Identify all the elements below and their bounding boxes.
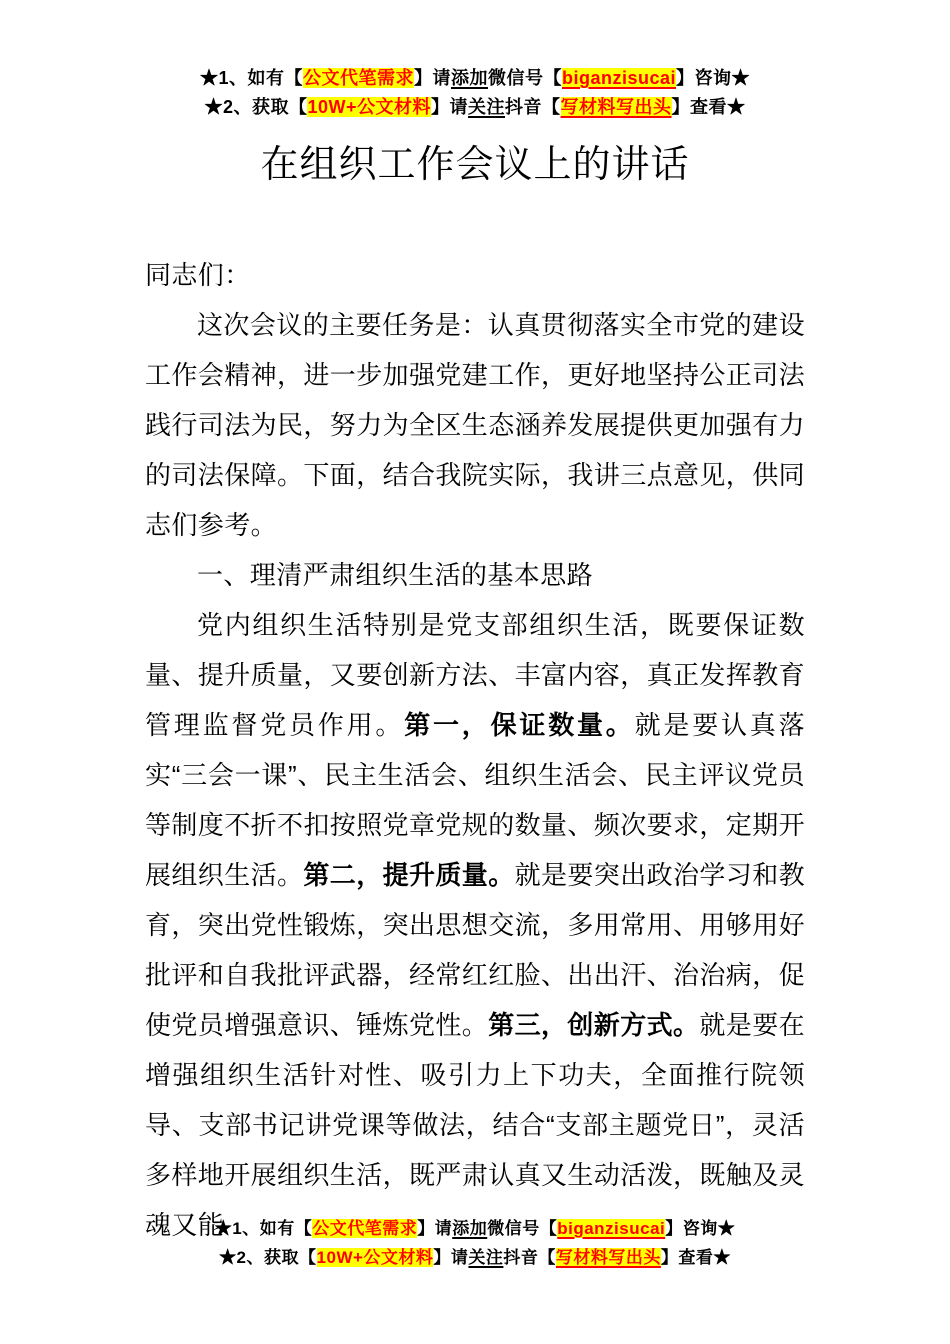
text-run: 】咨询★ [676,68,751,88]
highlighted-text-run: 10W+公文材料 [307,97,432,117]
text-run: 】查看★ [671,97,746,117]
text-run: 抖音【 [505,97,561,117]
header-ad-line-2 [0,93,950,122]
highlighted-text-run: 10W+公文材料 [316,1248,434,1267]
document-title: 在组织工作会议上的讲话 [260,144,690,186]
document-body [145,250,805,1250]
text-run: 关注 [468,97,506,117]
bold-text-run: 第一，保证数量。 [404,710,635,740]
section-heading-1 [145,550,805,600]
text-run: 就是要突出政治学习和教育，突出党性锻炼，突出思想交流，多用常用、用够用好批评和自我批评武器，经常红红脸、出出汗、治治病，促使党员增强意识、锤炼党性。 [145,860,806,1040]
bold-text-run: 第二，提升质量。 [303,860,515,890]
salutation [145,250,805,300]
bold-text-run: 第三，创新方式。 [488,1010,700,1040]
highlighted-text-run: 写材料写出头 [555,1248,661,1267]
text-run: 】查看★ [660,1248,731,1267]
text-run: ★1、如有【 [214,1219,313,1238]
text-run: 这次会议的主要任务是：认真贯彻落实全市党的建设工作会精神，进一步加强党建工作，更好地坚持公正司法践行司法为民，努力为全区生态涵养发展提供更加强有力的司法保障。下面，结合我院实际，我讲三点意见，供同志们参考。 [145,310,806,540]
footer-ad-line-1 [0,1214,950,1243]
text-run: 关注 [468,1248,504,1267]
intro-paragraph [145,300,805,550]
text-run: 微信号【 [487,1219,558,1238]
text-run: 一、理清严肃组织生活的基本思路 [197,560,594,590]
text-run: 】请 [417,1219,453,1238]
highlighted-text-run: 写材料写出头 [560,97,672,117]
text-run: 抖音【 [503,1248,556,1267]
highlighted-text-run: biganzisucai [557,1219,666,1238]
header-ad-line-1 [0,64,950,93]
text-run: 微信号【 [487,68,562,88]
text-run: 党内组织生活特别是党支部组织生活，既要保证数量、提升质量，又要创新方法、丰富内容，真正发挥教育管理监督党员作用。 [145,610,806,740]
text-run: ★1、如有【 [199,68,303,88]
text-run: 】请 [431,97,469,117]
footer-ad-block [0,1214,950,1272]
text-run: 】请 [413,68,451,88]
footer-ad-line-2 [0,1243,950,1272]
highlighted-text-run: 公文代笔需求 [302,68,414,88]
text-run: ★2、获取【 [204,97,308,117]
section-1-paragraph [145,600,805,1250]
text-run: ★2、获取【 [219,1248,317,1267]
header-ad-block [0,64,950,122]
highlighted-text-run: 公文代笔需求 [312,1219,418,1238]
text-run: 添加 [450,68,488,88]
text-run: 就是要认真落实“三会一课”、民主生活会、组织生活会、民主评议党员等制度不折不扣按照党章党规的数量、频次要求，定期开展组织生活。 [145,710,806,890]
text-run: 】请 [433,1248,469,1267]
text-run: 添加 [452,1219,488,1238]
text-run: 】咨询★ [665,1219,736,1238]
text-run: 就是要在增强组织生活针对性、吸引力上下功夫，全面推行院领导、支部书记讲党课等做法，结合“支部主题党日”，灵活多样地开展组织生活，既严肃认真又生动活泼，既触及灵魂又能 [145,1010,806,1240]
highlighted-text-run: biganzisucai [561,68,677,88]
text-run: 同志们： [145,260,251,290]
